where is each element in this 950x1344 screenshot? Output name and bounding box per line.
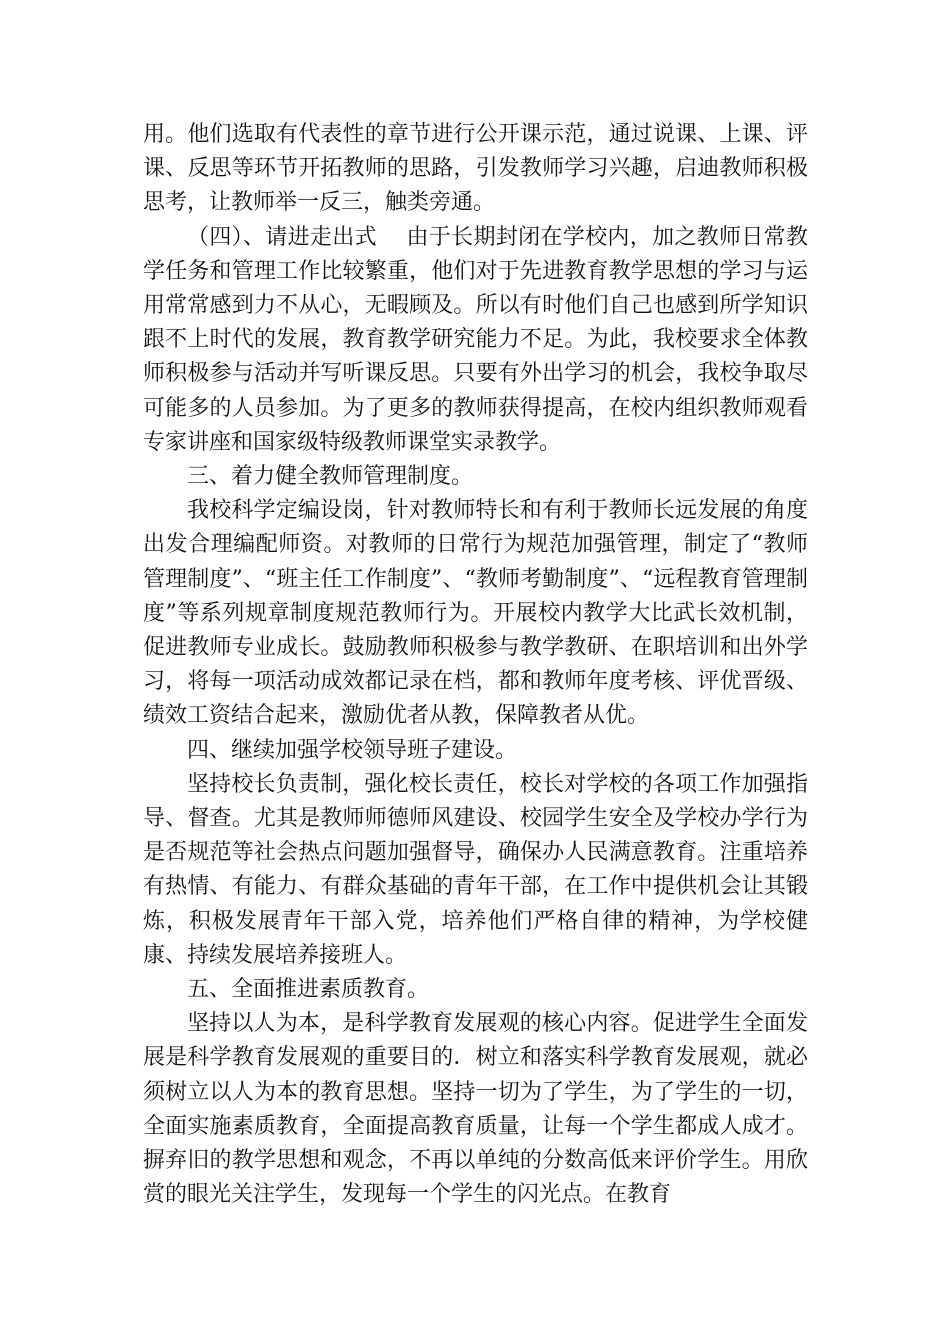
paragraph-quality-education: 坚持以人为本，是科学教育发展观的核心内容。促进学生全面发展是科学教育发展观的重要目的．树立和落实科学教育发展观，就必须树立以人为本的教育思想。坚持一切为了学生，为了学生的一切，全面实施素质教育，全面提高教育质量，让每一个学生都成人成才。 摒弃旧的教学思想和观念，不再以单纯的分数高低来评价学生。用欣赏的眼光关注学生，发现每一个学生的闪光点。在教育 [143, 1011, 808, 1208]
paragraph-teacher-management: 我校科学定编设岗，针对教师特长和有利于教师长远发展的角度出发合理编配师资。对教师的日常行为规范加强管理，制定了“教师管理制度”、“班主任工作制度”、“教师考勤制度”、“远程教育管理制度”等系列规章制度规范教师行为。开展校内教学大比武长效机制，促进教师专业成长。鼓励教师积极参与教学教研、在职培训和出外学习，将每一项活动成效都记录在档，都和教师年度考核、评优晋级、绩效工资结合起来，激励优者从教，保障教者从优。 [143, 498, 808, 729]
paragraph-invite-and-go-out: （四）、请进走出式 由于长期封闭在学校内，加之教师日常教学任务和管理工作比较繁重，他们对于先进教育教学思想的学习与运用常常感到力不从心，无暇顾及。所以有时他们自己也感到所学知识跟不上时代的发展，教育教学研究能力不足。为此，我校要求全体教师积极参与活动并写听课反思。只要有外出学习的机会，我校争取尽可能多的人员参加。为了更多的教师获得提高，在校内组织教师观看专家讲座和国家级特级教师课堂实录教学。 [143, 224, 808, 455]
section-heading-teacher-management: 三、着力健全教师管理制度。 [187, 464, 474, 490]
paragraph-leadership: 坚持校长负责制，强化校长责任，校长对学校的各项工作加强指导、督查。尤其是教师师德师风建设、校园学生安全及学校办学行为是否规范等社会热点问题加强督导，确保办人民满意教育。注重培养有热情、有能力、有群众基础的青年干部，在工作中提供机会让其锻炼，积极发展青年干部入党，培养他们严格自律的精神，为学校健康、持续发展培养接班人。 [143, 771, 808, 968]
section-heading-quality-education: 五、全面推进素质教育。 [187, 977, 430, 1003]
paragraph-continuation: 用。他们选取有代表性的章节进行公开课示范，通过说课、上课、评课、反思等环节开拓教师的思路，引发教师学习兴趣，启迪教师积极思考，让教师举一反三，触类旁通。 [143, 122, 808, 216]
document-body [143, 118, 808, 1213]
section-heading-leadership: 四、继续加强学校领导班子建设。 [187, 737, 518, 763]
